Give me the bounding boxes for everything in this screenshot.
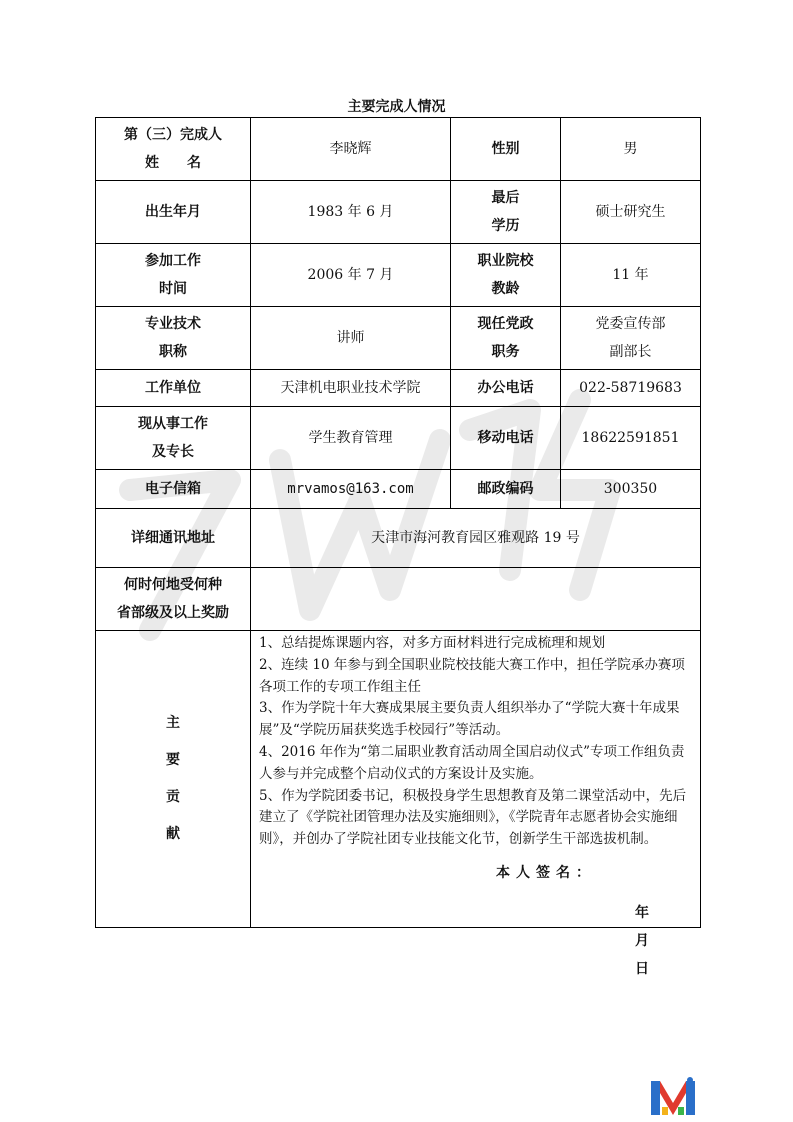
table-row [96,244,701,307]
table-row [96,307,701,370]
contribution-item: 1、总结提炼课题内容，对多方面材料进行完成梳理和规划 [259,635,606,651]
name-value: 李晓辉 [251,118,451,181]
position-label: 现任党政 职务 [451,307,561,370]
gender-value: 男 [561,118,701,181]
postal-code-value: 300350 [561,470,701,509]
office-phone-value: 022-58719683 [561,370,701,407]
contribution-item: 5、作为学院团委书记，积极投身学生思想教育及第二课堂活动中，先后建立了《学院社团管理办法及实施细则》，《学院青年志愿者协会实施细则》，并创办了学院社团专业技能文化节，创新学生干部选拔机制。 [259,787,687,848]
page-title: 主要完成人情况 [347,99,446,115]
table-row [96,118,701,181]
mobile-phone-value: 18622591851 [561,407,701,470]
postal-code-label: 邮政编码 [451,470,561,509]
work-start-value: 2006 年 7 月 [251,244,451,307]
specialty-value: 学生教育管理 [251,407,451,470]
position-value: 党委宣传部 副部长 [561,307,701,370]
employer-value: 天津机电职业技术学院 [251,370,451,407]
teaching-years-label: 职业院校 教龄 [451,244,561,307]
contribution-item: 4、2016 年作为“第二届职业教育活动周全国启动仪式”专项工作组负责人参与并完成整个启动仪式的方案设计及实施。 [259,743,685,782]
office-phone-label: 办公电话 [451,370,561,407]
contribution-item: 3、作为学院十年大赛成果展主要负责人组织举办了“学院大赛十年成果展”及“学院历届获奖选手校园行”等活动。 [259,700,680,739]
signature-label: 本人签名： [496,865,596,881]
awards-value [251,568,701,631]
contribution-label: 主 要 贡 献 [96,631,251,928]
title-label: 专业技术 职称 [96,307,251,370]
logo-icon [650,1077,696,1117]
personnel-info-table [95,117,701,977]
mobile-phone-label: 移动电话 [451,407,561,470]
teaching-years-value: 11 年 [561,244,701,307]
address-label: 详细通讯地址 [96,509,251,568]
employer-label: 工作单位 [96,370,251,407]
birth-date-label: 出生年月 [96,181,251,244]
email-value: mrvamos@163.com [251,470,451,509]
title-value: 讲师 [251,307,451,370]
email-label: 电子信箱 [96,470,251,509]
birth-date-value: 1983 年 6 月 [251,181,451,244]
table-row [96,470,701,509]
name-label: 第（三）完成人 姓 名 [96,118,251,181]
work-start-label: 参加工作 时间 [96,244,251,307]
awards-label: 何时何地受何种 省部级及以上奖励 [96,568,251,631]
table-row [96,370,701,407]
gender-label: 性别 [451,118,561,181]
table-row [96,181,701,244]
table-row [96,568,701,631]
table-row [96,407,701,470]
address-value: 天津市海河教育园区雅观路 19 号 [251,509,701,568]
specialty-label: 现从事工作 及专长 [96,407,251,470]
education-label: 最后 学历 [451,181,561,244]
table-row [96,631,701,928]
contribution-content [251,631,701,977]
education-value: 硕士研究生 [561,181,701,244]
signature-date: 年 月 日 [635,905,649,977]
table-row [96,509,701,568]
contribution-item: 2、连续 10 年参与到全国职业院校技能大赛工作中，担任学院承办赛项各项工作的专项工作组主任 [259,656,685,695]
